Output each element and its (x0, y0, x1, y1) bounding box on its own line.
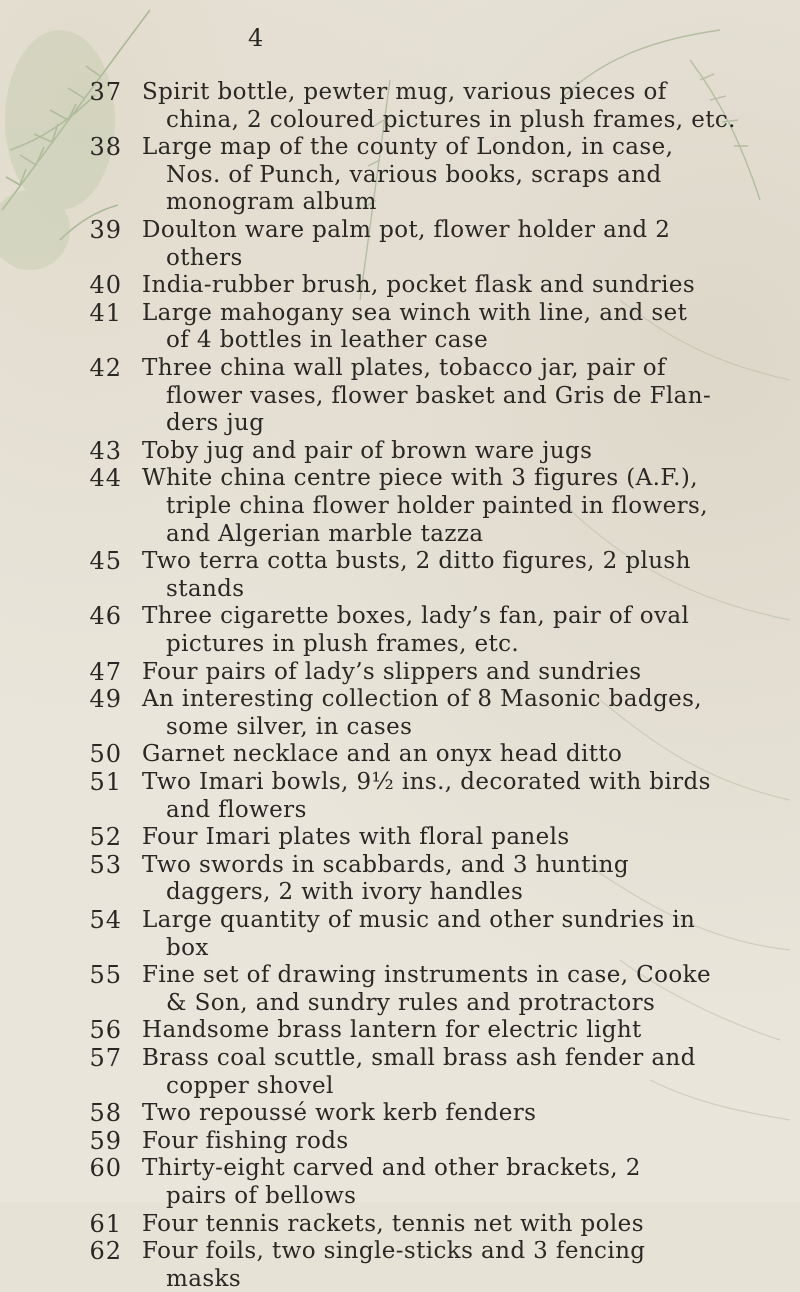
lot-description-line: china, 2 coloured pictures in plush frames, etc. (166, 106, 736, 133)
lot-description-line: pictures in plush frames, etc. (166, 630, 520, 657)
lot-description-line: Four tennis rackets, tennis net with poles (142, 1210, 644, 1237)
lot-description-line: daggers, 2 with ivory handles (166, 879, 524, 906)
lot-number: 43 (89, 436, 122, 465)
lot-description-line: box (166, 934, 209, 961)
lot-description-line: An interesting collection of 8 Masonic badges, (142, 686, 703, 713)
lot-description-line: Four foils, two single-sticks and 3 fencing (142, 1238, 646, 1265)
lot-description-line: ders jug (166, 410, 265, 437)
lot-description-line: Two repoussé work kerb fenders (142, 1100, 537, 1127)
lot-description-line: Spirit bottle, pewter mug, various pieces of (142, 79, 667, 105)
lot-number: 45 (89, 547, 122, 576)
lot-description-line: Four fishing rods (142, 1127, 349, 1154)
lot-description-line: and flowers (166, 796, 307, 823)
lot-number: 47 (89, 657, 122, 686)
lot-number: 49 (89, 685, 122, 714)
lot-description-line: Fine set of drawing instruments in case, Cooke (142, 962, 711, 989)
lot-number: 42 (89, 354, 122, 382)
lot-description-line: and Algerian marble tazza (166, 520, 484, 547)
lot-description-line: Doulton ware palm pot, flower holder and 2 (142, 217, 671, 243)
lot-description-line: Handsome brass lantern for electric light (142, 1017, 642, 1044)
lot-description-line: Two Imari bowls, 9½ ins., decorated with birds (142, 769, 711, 795)
lot-description-line: stands (166, 575, 245, 602)
lot-number: 52 (89, 823, 122, 852)
lot-number: 38 (89, 133, 122, 162)
lot-description-line: White china centre piece with 3 figures (A.F.), (142, 465, 698, 492)
lot-description-line: India-rubber brush, pocket flask and sundries (142, 272, 696, 299)
lot-description-line: copper shovel (166, 1072, 334, 1099)
lot-description-line: Three china wall plates, tobacco jar, pair of (142, 355, 666, 381)
lot-number: 57 (89, 1044, 122, 1072)
page-number: 4 (248, 24, 265, 52)
lot-description-line: Brass coal scuttle, small brass ash fender and (142, 1045, 696, 1071)
lot-description-line: some silver, in cases (166, 713, 413, 740)
lot-description-line: monogram album (166, 189, 377, 216)
lot-number: 61 (89, 1209, 122, 1238)
lot-number: 37 (89, 78, 122, 106)
lot-description-line: Toby jug and pair of brown ware jugs (142, 437, 593, 464)
lot-number: 55 (89, 961, 122, 990)
lot-description-line: masks (166, 1265, 242, 1292)
lot-number: 44 (89, 464, 122, 493)
lot-description-line: Two swords in scabbards, and 3 hunting (142, 851, 629, 878)
lot-number: 62 (89, 1237, 122, 1266)
lot-description-line: Four pairs of lady’s slippers and sundries (142, 658, 642, 685)
lot-description-line: Two terra cotta busts, 2 ditto figures, 2 plush (142, 548, 691, 575)
lot-number: 53 (89, 850, 122, 879)
lot-description-line: Large mahogany sea winch with line, and set (142, 299, 688, 326)
lot-description-line: Large quantity of music and other sundries in (142, 907, 696, 933)
lot-description-line: Thirty-eight carved and other brackets, 2 (142, 1155, 641, 1182)
lot-number: 58 (89, 1099, 122, 1128)
lot-number: 46 (89, 602, 122, 631)
lot-description-line: triple china flower holder painted in flowers, (166, 492, 708, 519)
lot-description-line: of 4 bottles in leather case (166, 327, 489, 354)
lot-number: 40 (89, 271, 122, 300)
lot-description-line: Three cigarette boxes, lady’s fan, pair of oval (142, 603, 690, 630)
lot-description-line: Large map of the county of London, in case, (142, 134, 674, 161)
lot-description-line: pairs of bellows (166, 1182, 357, 1209)
lot-number: 41 (89, 298, 122, 327)
lot-number: 60 (89, 1154, 122, 1183)
lot-description-line: Garnet necklace and an onyx head ditto (142, 741, 623, 768)
lot-description-line: Nos. of Punch, various books, scraps and (166, 161, 662, 188)
lot-number: 39 (89, 216, 122, 244)
lot-number: 59 (89, 1126, 122, 1155)
lot-number: 50 (89, 740, 122, 769)
lot-number: 56 (89, 1016, 122, 1045)
lot-description-line: flower vases, flower basket and Gris de Flan- (166, 382, 712, 409)
lot-description-line: Four Imari plates with floral panels (142, 824, 570, 851)
lot-description-line: & Son, and sundry rules and protractors (166, 989, 656, 1016)
lot-description-line: others (166, 244, 243, 271)
lot-number: 54 (89, 906, 122, 934)
lot-number: 51 (89, 768, 122, 796)
